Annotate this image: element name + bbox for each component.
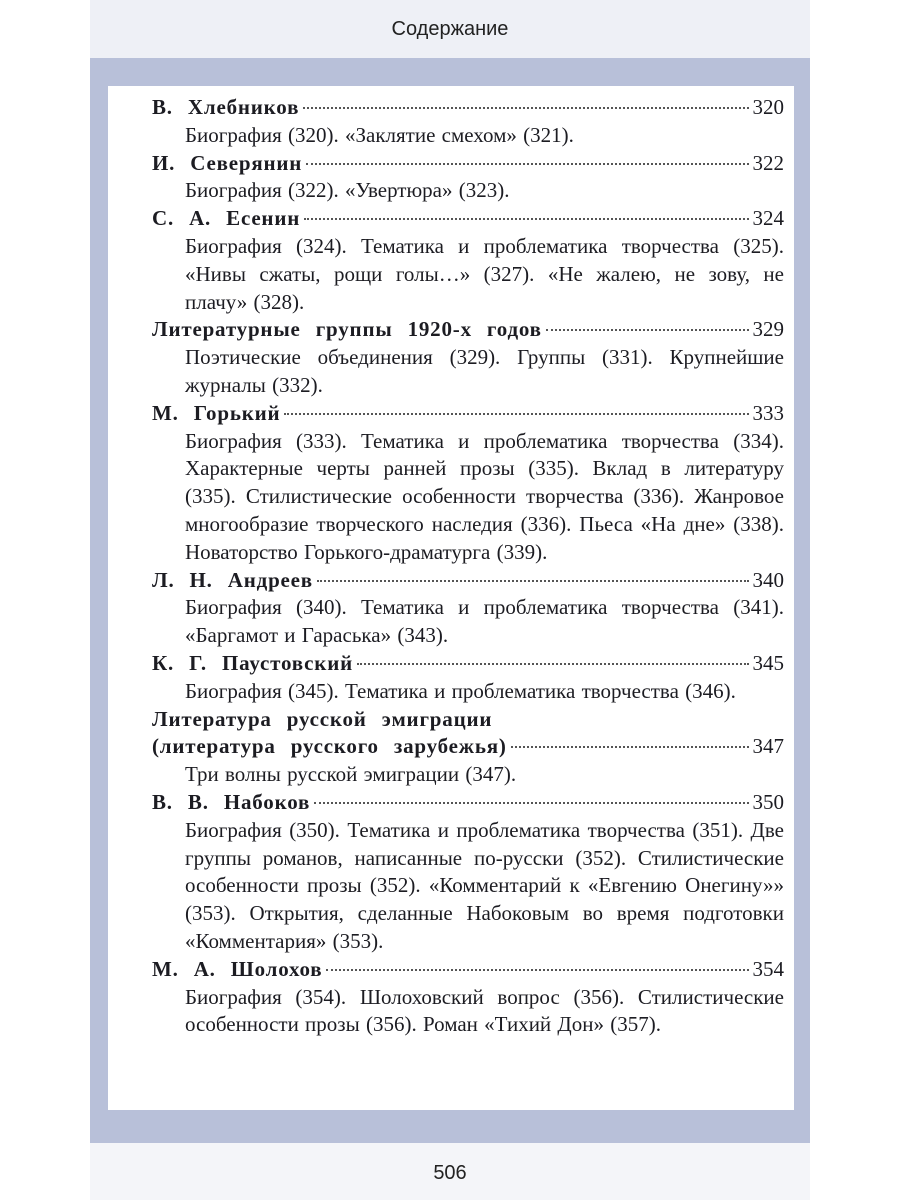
toc-entry-heading: [152, 956, 784, 984]
dot-leader: [303, 107, 748, 109]
book-page: [90, 0, 810, 1200]
toc-entry-page: 345: [752, 650, 784, 675]
toc-entry-heading: [152, 650, 784, 678]
toc-entry: [152, 706, 784, 789]
toc-entry: [152, 316, 784, 399]
dot-leader: [306, 163, 748, 165]
toc-entry-page: 347: [752, 734, 784, 759]
toc-entry-page: 350: [752, 789, 784, 814]
dot-leader: [317, 580, 749, 582]
toc-entry-page: 322: [752, 150, 784, 175]
dot-leader: [304, 218, 748, 220]
toc-entry: [152, 400, 784, 567]
toc-entry-heading: [152, 316, 784, 344]
toc-entry: [152, 650, 784, 706]
toc-entry-subtopics: Биография (350). Тематика и проблематика творчества (351). Две группы романов, написанные по-русски (352). Стилистические особенности прозы (352). «Комментарий к «Евгению Онегину»» (353). Открытия, сделанные Набоковым во время подготовки «Комментария» (353).: [185, 817, 784, 953]
toc-entry-page: 329: [752, 317, 784, 342]
toc-entry-heading: [152, 789, 784, 817]
page-footer: [90, 1143, 810, 1200]
toc-entry-page: 354: [752, 956, 784, 981]
toc-entry-subtopics: Три волны русской эмиграции (347).: [185, 762, 517, 787]
dot-leader: [284, 413, 748, 415]
toc-entry-title-line1: Литература русской эмиграции: [152, 706, 493, 731]
toc-entry-title: М. Горький: [152, 400, 281, 425]
toc-entry: [152, 205, 784, 316]
toc-entry-title: Литературные группы 1920-х годов: [152, 317, 542, 342]
toc-entry-title: С. А. Есенин: [152, 206, 301, 231]
toc-entry-heading: [152, 733, 784, 761]
toc-entry-subtopics: Биография (320). «Заклятие смехом» (321).: [185, 122, 574, 147]
table-of-contents: [152, 94, 784, 1039]
toc-entry-heading: [152, 205, 784, 233]
toc-entry-page: 340: [752, 567, 784, 592]
page-number: 506: [433, 1162, 467, 1184]
dot-leader: [314, 802, 748, 804]
toc-entry-title: Л. Н. Андреев: [152, 567, 313, 592]
toc-entry: [152, 94, 784, 150]
toc-entry-heading: [152, 94, 784, 122]
toc-entry-page: 324: [752, 206, 784, 231]
toc-entry: [152, 956, 784, 1039]
toc-entry-title: М. А. Шолохов: [152, 956, 323, 981]
toc-entry-title: (литература русского зарубежья): [152, 734, 507, 759]
toc-entry-heading: [152, 400, 784, 428]
toc-entry: [152, 789, 784, 956]
toc-entry-title: В. Хлебников: [152, 95, 300, 119]
toc-entry-subtopics: Поэтические объединения (329). Группы (331). Крупнейшие журналы (332).: [185, 345, 784, 397]
toc-entry-title: К. Г. Паустовский: [152, 650, 353, 675]
content-frame: [90, 58, 810, 1143]
toc-panel: [108, 86, 794, 1110]
toc-entry: [152, 567, 784, 650]
dot-leader: [326, 969, 748, 971]
dot-leader: [511, 746, 749, 748]
toc-entry-subtopics: Биография (340). Тематика и проблематика творчества (341). «Баргамот и Гараська» (343).: [185, 595, 784, 648]
dot-leader: [546, 329, 749, 331]
toc-entry-page: 320: [752, 95, 784, 119]
running-header: [90, 0, 810, 58]
toc-entry-heading: [152, 150, 784, 178]
toc-entry: [152, 150, 784, 206]
dot-leader: [357, 663, 749, 665]
toc-entry-subtopics: Биография (324). Тематика и проблематика творчества (325). «Нивы сжаты, рощи голы…» (327). «Не жалею, не зову, не плачу» (328).: [185, 233, 784, 314]
toc-entry-title: В. В. Набоков: [152, 789, 311, 814]
toc-entry-subtopics: Биография (333). Тематика и проблематика творчества (334). Характерные черты ранней прозы (335). Вклад в литературу (335). Стилистические особенности творчества (336). Жанровое многообразие творческого наследия (336). Пьеса «На дне» (338). Новаторство Горького-драматурга (339).: [185, 428, 784, 564]
toc-entry-subtopics: Биография (354). Шолоховский вопрос (356). Стилистические особенности прозы (356). Роман «Тихий Дон» (357).: [185, 984, 784, 1037]
toc-entry-subtopics: Биография (322). «Увертюра» (323).: [185, 178, 510, 203]
toc-entry-subtopics: Биография (345). Тематика и проблематика творчества (346).: [185, 678, 736, 703]
section-title: Содержание: [391, 18, 509, 40]
toc-entry-title: И. Северянин: [152, 150, 303, 175]
toc-entry-heading: [152, 567, 784, 595]
toc-entry-page: 333: [752, 400, 784, 425]
